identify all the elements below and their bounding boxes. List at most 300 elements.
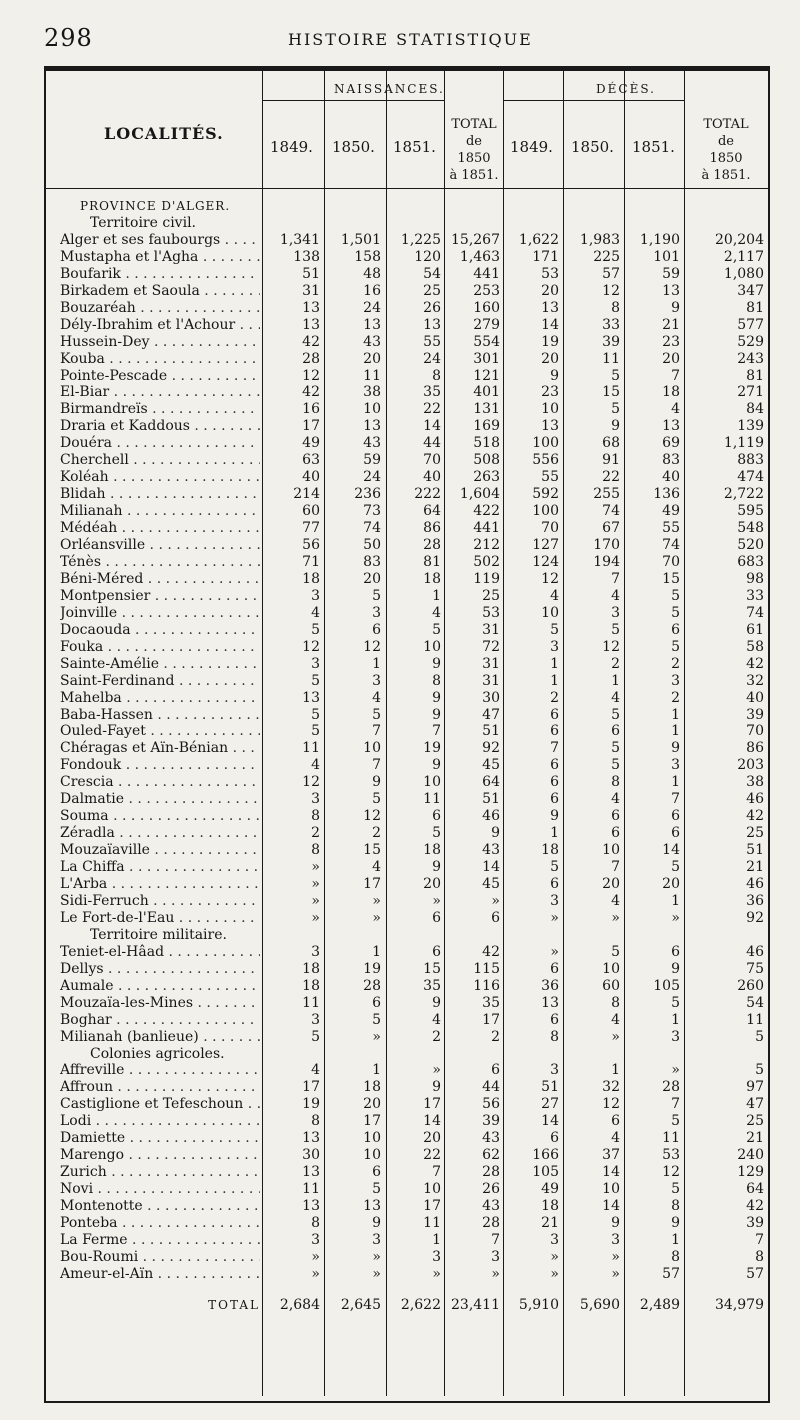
table-cell: 212	[473, 537, 500, 553]
table-cell: »	[550, 909, 559, 926]
column-header-deces-1851: 1851.	[632, 138, 675, 156]
locality-name: Chéragas et Aïn-Bénian . . .	[60, 740, 260, 757]
table-cell: 1	[671, 1231, 680, 1248]
table-cell: 1	[550, 825, 559, 842]
table-cell: 139	[737, 418, 764, 435]
table-cell: 20	[423, 1130, 441, 1147]
table-cell: 6	[671, 943, 680, 960]
table-cell: 14	[602, 1164, 620, 1181]
table-cell: 13	[302, 1164, 320, 1181]
locality-name: Béni-Méred . . .	[60, 571, 260, 588]
table-cell: 62	[482, 1147, 500, 1164]
table-row	[0, 384, 800, 401]
table-row	[0, 1198, 800, 1215]
table-row	[0, 300, 800, 317]
table-cell: 3	[491, 1248, 500, 1265]
table-cell: 5	[432, 825, 441, 842]
table-row	[0, 961, 800, 978]
table-cell: 42	[482, 943, 500, 960]
table-cell: 129	[737, 1164, 764, 1181]
table-cell: 5	[372, 587, 381, 604]
locality-name: Koléah . . .	[60, 469, 260, 486]
table-cell: 25	[482, 587, 500, 604]
table-cell: 7	[671, 791, 680, 808]
table-cell: 2,645	[340, 1296, 381, 1313]
table-cell: 7	[550, 740, 559, 757]
table-cell: 54	[423, 265, 441, 282]
table-cell: 67	[602, 520, 620, 537]
table-cell: 105	[653, 977, 680, 994]
table-cell: 10	[363, 740, 381, 757]
locality-name: Ameur-el-Aïn . . .	[60, 1266, 260, 1283]
column-header-naiss-total: TOTAL de 1850 à 1851.	[449, 117, 499, 183]
table-cell: 548	[737, 520, 764, 537]
table-cell: 24	[363, 469, 381, 486]
table-cell: 38	[746, 774, 764, 791]
table-cell: 40	[423, 469, 441, 486]
table-cell: 6	[611, 1113, 620, 1130]
table-cell: 6	[550, 723, 559, 740]
table-cell: 5	[611, 740, 620, 757]
table-cell: 56	[302, 537, 320, 553]
table-cell: 60	[302, 503, 320, 520]
table-cell: 4	[311, 604, 320, 621]
table-cell: 214	[293, 486, 320, 503]
table-cell: 28	[662, 1079, 680, 1096]
table-cell: 1	[550, 655, 559, 672]
table-cell: 55	[541, 469, 559, 486]
table-cell: 1	[432, 587, 441, 604]
table-cell: 55	[662, 520, 680, 537]
table-cell: 6	[550, 876, 559, 892]
locality-name: Orléansville . . .	[60, 537, 260, 554]
table-cell: 1,341	[279, 231, 320, 248]
table-cell: 12	[541, 570, 559, 587]
table-cell: 13	[302, 1130, 320, 1147]
table-cell: 13	[302, 299, 320, 316]
table-cell: 20	[363, 350, 381, 367]
locality-name: Bouzaréah . . .	[60, 300, 260, 317]
table-cell: 17	[363, 1113, 381, 1130]
table-cell: 8	[611, 299, 620, 316]
table-cell: 5	[671, 587, 680, 604]
locality-name: Ponteba . . .	[60, 1215, 260, 1232]
table-cell: 43	[482, 1130, 500, 1147]
table-cell: 2	[671, 689, 680, 706]
table-cell: 9	[432, 859, 441, 876]
table-cell: 5	[372, 1011, 381, 1028]
table-row	[0, 1249, 800, 1266]
table-cell: 3	[550, 892, 559, 909]
table-cell: 15	[662, 570, 680, 587]
table-cell: 15	[602, 384, 620, 401]
table-cell: 20	[541, 282, 559, 299]
table-cell: 5	[372, 1181, 381, 1198]
table-cell: 11	[302, 740, 320, 757]
table-row	[0, 944, 800, 961]
table-cell: 13	[302, 689, 320, 706]
table-cell: 27	[541, 1096, 559, 1113]
table-cell: 14	[662, 842, 680, 859]
table-cell: 13	[541, 299, 559, 316]
table-cell: 53	[482, 604, 500, 621]
table-cell: 51	[482, 723, 500, 740]
locality-name: Bou-Roumi . . .	[60, 1249, 260, 1266]
table-row	[0, 622, 800, 639]
table-row	[0, 1232, 800, 1249]
locality-name: Montenotte . . .	[60, 1198, 260, 1215]
table-cell: 255	[593, 486, 620, 503]
locality-name: Milianah (banlieue) . . .	[60, 1029, 260, 1046]
table-cell: 46	[746, 876, 764, 892]
table-cell: »	[491, 892, 500, 909]
table-cell: 556	[532, 452, 559, 469]
table-cell: 23	[541, 384, 559, 401]
table-cell: 166	[532, 1147, 559, 1164]
table-cell: 44	[482, 1079, 500, 1096]
table-cell: 3	[432, 1248, 441, 1265]
table-cell: 2,722	[723, 486, 764, 503]
table-cell: 18	[541, 1198, 559, 1215]
table-cell: 11	[363, 367, 381, 384]
table-cell: 2,622	[400, 1296, 441, 1313]
table-cell: 17	[302, 418, 320, 435]
locality-name: Boufarik . . .	[60, 266, 260, 283]
table-cell: 31	[302, 282, 320, 299]
table-cell: 15,267	[451, 231, 500, 248]
locality-name: Aumale . . .	[60, 978, 260, 995]
table-cell: 1	[671, 706, 680, 723]
table-row	[0, 1130, 800, 1147]
table-cell: 24	[363, 299, 381, 316]
table-cell: 2	[550, 689, 559, 706]
table-cell: 5	[755, 1062, 764, 1079]
table-cell: 115	[473, 960, 500, 977]
table-cell: 3	[311, 1011, 320, 1028]
table-cell: 39	[746, 1215, 764, 1231]
table-cell: 2,489	[639, 1296, 680, 1313]
table-row	[0, 876, 800, 893]
table-cell: 8	[671, 1198, 680, 1215]
locality-name: Affreville . . .	[60, 1062, 260, 1079]
table-cell: »	[611, 909, 620, 926]
page-number: 298	[44, 24, 93, 52]
table-cell: 2	[611, 655, 620, 672]
table-cell: 40	[662, 469, 680, 486]
table-cell: 3	[311, 943, 320, 960]
table-cell: 46	[746, 943, 764, 960]
table-cell: 20	[363, 1096, 381, 1113]
locality-name: Marengo . . .	[60, 1147, 260, 1164]
locality-name: Médéah . . .	[60, 520, 260, 537]
table-cell: 70	[541, 520, 559, 537]
table-cell: 45	[482, 876, 500, 892]
table-cell: 57	[662, 1265, 680, 1282]
table-cell: 518	[473, 435, 500, 452]
table-cell: 45	[482, 757, 500, 774]
table-cell: 271	[737, 384, 764, 401]
table-cell: 5	[611, 367, 620, 384]
table-cell: 18	[363, 1079, 381, 1096]
table-cell: 6	[671, 825, 680, 842]
table-cell: 42	[746, 808, 764, 825]
table-row	[0, 401, 800, 418]
table-cell: 83	[363, 553, 381, 570]
locality-name: Blidah . . .	[60, 486, 260, 503]
table-cell: 3	[611, 604, 620, 621]
table-cell: 73	[363, 503, 381, 520]
table-cell: 10	[423, 1181, 441, 1198]
table-cell: 35	[423, 384, 441, 401]
table-cell: 260	[737, 977, 764, 994]
table-cell: 5	[611, 943, 620, 960]
table-cell: 47	[482, 706, 500, 723]
table-cell: 5,910	[518, 1296, 559, 1313]
table-cell: 43	[482, 842, 500, 859]
table-cell: 9	[432, 757, 441, 774]
table-cell: 6	[611, 808, 620, 825]
table-cell: 18	[302, 977, 320, 994]
table-cell: 8	[311, 808, 320, 825]
table-cell: 4	[432, 604, 441, 621]
table-cell: 5	[671, 1113, 680, 1130]
table-cell: 40	[302, 469, 320, 486]
table-cell: 5	[311, 672, 320, 689]
table-cell: 6	[491, 1062, 500, 1079]
locality-name: Cherchell . . .	[60, 452, 260, 469]
running-head: HISTOIRE STATISTIQUE	[288, 30, 533, 49]
table-cell: 70	[662, 553, 680, 570]
table-cell: 33	[602, 316, 620, 333]
table-cell: 44	[423, 435, 441, 452]
table-cell: 74	[602, 503, 620, 520]
table-cell: 28	[423, 537, 441, 553]
table-cell: 1	[372, 655, 381, 672]
table-cell: 21	[662, 316, 680, 333]
table-cell: »	[311, 892, 320, 909]
table-cell: 158	[354, 248, 381, 265]
table-cell: 17	[363, 876, 381, 892]
table-cell: 5	[311, 723, 320, 740]
table-cell: 10	[541, 604, 559, 621]
table-cell: 1	[372, 943, 381, 960]
table-cell: 6	[550, 757, 559, 774]
table-cell: 49	[302, 435, 320, 452]
table-cell: 24	[423, 350, 441, 367]
table-cell: 31	[482, 621, 500, 638]
table-cell: 243	[737, 350, 764, 367]
table-cell: 28	[302, 350, 320, 367]
table-cell: 57	[602, 265, 620, 282]
table-cell: 20	[662, 350, 680, 367]
table-cell: 11	[602, 350, 620, 367]
table-cell: 5	[671, 638, 680, 655]
locality-name: La Chiffa . . .	[60, 859, 260, 876]
table-cell: 13	[302, 1198, 320, 1215]
table-cell: 30	[482, 689, 500, 706]
table-cell: 502	[473, 553, 500, 570]
table-cell: 35	[423, 977, 441, 994]
table-cell: 12	[602, 638, 620, 655]
table-cell: 301	[473, 350, 500, 367]
table-cell: 63	[302, 452, 320, 469]
locality-name: El-Biar . . .	[60, 384, 260, 401]
table-cell: 7	[432, 723, 441, 740]
table-cell: 42	[746, 1198, 764, 1215]
locality-name: Baba-Hassen . . .	[60, 707, 260, 724]
table-cell: 5	[611, 621, 620, 638]
table-cell: 13	[423, 316, 441, 333]
table-cell: 32	[746, 672, 764, 689]
table-cell: 15	[363, 842, 381, 859]
table-cell: 7	[372, 757, 381, 774]
table-cell: 20	[541, 350, 559, 367]
table-cell: 10	[423, 638, 441, 655]
table-cell: 17	[302, 1079, 320, 1096]
table-cell: 81	[423, 553, 441, 570]
table-cell: 6	[550, 706, 559, 723]
table-row	[0, 740, 800, 757]
table-cell: 9	[432, 706, 441, 723]
table-cell: 6	[671, 621, 680, 638]
table-cell: 43	[363, 435, 381, 452]
table-cell: 49	[662, 503, 680, 520]
locality-name: Dély-Ibrahim et l'Achour . . .	[60, 317, 260, 334]
table-cell: 86	[746, 740, 764, 757]
table-cell: 5	[550, 859, 559, 876]
table-section-heading	[0, 198, 800, 215]
table-cell: 20	[363, 570, 381, 587]
table-cell: 19	[302, 1096, 320, 1113]
table-cell: 1	[550, 672, 559, 689]
locality-name: Sainte-Amélie . . .	[60, 656, 260, 673]
table-cell: 4	[311, 757, 320, 774]
table-cell: 5	[311, 621, 320, 638]
locality-name: Damiette . . .	[60, 1130, 260, 1147]
table-cell: 2,684	[279, 1296, 320, 1313]
table-cell: »	[372, 1248, 381, 1265]
table-cell: 22	[423, 401, 441, 418]
table-cell: 8	[311, 842, 320, 859]
table-cell: 13	[662, 282, 680, 299]
table-cell: 75	[746, 960, 764, 977]
table-cell: 49	[541, 1181, 559, 1198]
table-cell: 595	[737, 503, 764, 520]
table-row	[0, 1266, 800, 1283]
table-cell: 3	[372, 672, 381, 689]
table-cell: 12	[602, 282, 620, 299]
table-cell: 4	[671, 401, 680, 418]
table-cell: 5	[755, 1028, 764, 1045]
table-cell: 347	[737, 282, 764, 299]
section-label: Colonies agricoles.	[90, 1045, 225, 1062]
table-row	[0, 1096, 800, 1113]
table-cell: 10	[363, 401, 381, 418]
table-cell: 13	[541, 994, 559, 1011]
table-cell: 36	[541, 977, 559, 994]
table-cell: 171	[532, 248, 559, 265]
table-cell: 9	[491, 825, 500, 842]
table-cell: »	[432, 1265, 441, 1282]
locality-name: Birmandreïs . . .	[60, 401, 260, 418]
table-cell: 5	[550, 621, 559, 638]
table-cell: 441	[473, 520, 500, 537]
table-cell: 160	[473, 299, 500, 316]
table-cell: 12	[302, 774, 320, 791]
table-cell: 236	[354, 486, 381, 503]
table-cell: 5	[432, 621, 441, 638]
table-cell: 13	[363, 418, 381, 435]
table-cell: 11	[662, 1130, 680, 1147]
table-cell: 97	[746, 1079, 764, 1096]
table-cell: 81	[746, 299, 764, 316]
table-cell: 1,080	[723, 265, 764, 282]
table-cell: 1	[611, 1062, 620, 1079]
table-total-row	[0, 1297, 800, 1314]
table-cell: 19	[363, 960, 381, 977]
table-cell: 6	[432, 808, 441, 825]
table-cell: 25	[746, 1113, 764, 1130]
locality-name: Hussein-Dey . . .	[60, 334, 260, 351]
table-cell: 1	[671, 1011, 680, 1028]
group-header-deces: DÉCÈS.	[596, 82, 656, 96]
table-cell: »	[372, 1028, 381, 1045]
table-row	[0, 452, 800, 469]
table-cell: 4	[611, 689, 620, 706]
table-cell: 131	[473, 401, 500, 418]
table-cell: 16	[363, 282, 381, 299]
table-cell: 2	[491, 1028, 500, 1045]
table-cell: 138	[293, 248, 320, 265]
table-cell: 17	[423, 1198, 441, 1215]
table-cell: 11	[423, 1215, 441, 1231]
table-cell: 253	[473, 282, 500, 299]
table-cell: 53	[662, 1147, 680, 1164]
table-cell: 9	[432, 1079, 441, 1096]
table-cell: 10	[602, 960, 620, 977]
locality-name: Mouzaïaville . . .	[60, 842, 260, 859]
table-cell: 1,463	[459, 248, 500, 265]
table-row	[0, 791, 800, 808]
table-cell: 17	[423, 1096, 441, 1113]
table-section-heading	[0, 927, 800, 944]
locality-name: Souma . . .	[60, 808, 260, 825]
table-cell: 422	[473, 503, 500, 520]
table-cell: 3	[671, 672, 680, 689]
table-cell: 4	[611, 791, 620, 808]
table-cell: 9	[432, 994, 441, 1011]
table-cell: 22	[423, 1147, 441, 1164]
table-cell: 46	[746, 791, 764, 808]
table-cell: 7	[432, 1164, 441, 1181]
table-cell: »	[372, 892, 381, 909]
table-cell: 13	[662, 418, 680, 435]
locality-name: Affroun . . .	[60, 1079, 260, 1096]
section-label: PROVINCE D'ALGER.	[80, 199, 231, 213]
table-cell: 7	[611, 570, 620, 587]
table-row	[0, 723, 800, 740]
table-row	[0, 673, 800, 690]
locality-name: Boghar . . .	[60, 1012, 260, 1029]
table-cell: 46	[482, 808, 500, 825]
table-cell: 51	[482, 791, 500, 808]
table-cell: 203	[737, 757, 764, 774]
table-cell: 19	[423, 740, 441, 757]
table-cell: 119	[473, 570, 500, 587]
table-cell: 3	[550, 1231, 559, 1248]
table-cell: 592	[532, 486, 559, 503]
table-cell: 39	[482, 1113, 500, 1130]
